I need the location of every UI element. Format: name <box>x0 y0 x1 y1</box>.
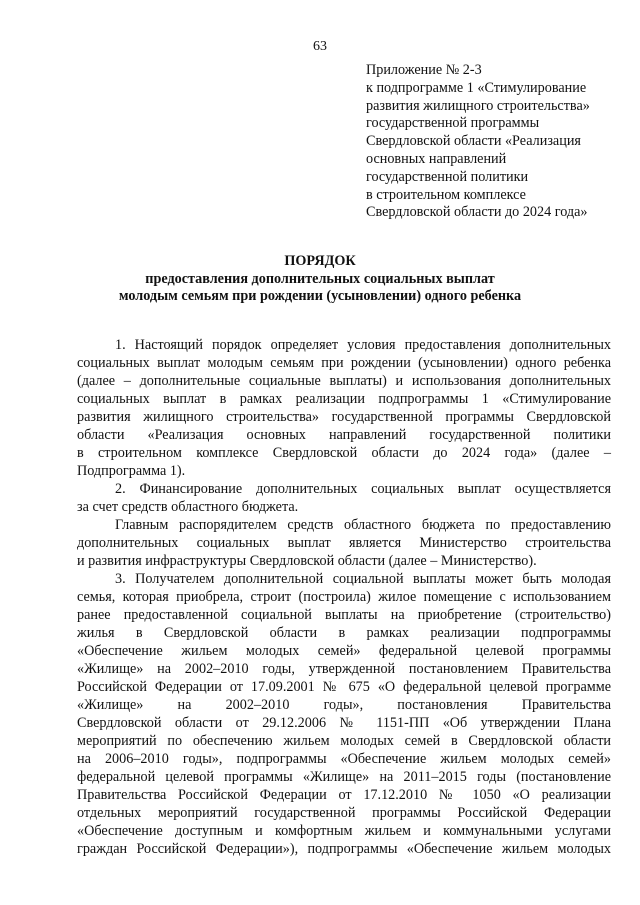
appendix-line: основных направлений <box>366 150 507 167</box>
paragraph-line: граждан Российской Федерации»), подпрограммы «Обеспечение жильем молодых <box>77 841 611 857</box>
document-title <box>60 253 580 306</box>
paragraph-line: 2. Финансирование дополнительных социальных выплат осуществляется <box>115 481 611 497</box>
paragraph-line: Свердловской области от 29.12.2006 № 1151-ПП «Об утверждении Плана <box>77 715 611 731</box>
appendix-line: государственной политики <box>366 168 529 185</box>
appendix-line: в строительном комплексе <box>366 186 526 203</box>
paragraph-line: семья, которая приобрела, строит (построила) жилое помещение с использованием <box>77 589 611 605</box>
paragraph-line: за счет средств областного бюджета. <box>77 499 299 515</box>
paragraph-line: отдельных мероприятий государственной программы Российской Федерации <box>77 805 611 821</box>
paragraph-line: социальных выплат в рамках реализации подпрограммы 1 «Стимулирование <box>77 391 611 407</box>
paragraph-line: жилья в Свердловской области в рамках реализации подпрограммы <box>77 625 611 641</box>
title-subline: молодым семьям при рождении (усыновлении) одного ребенка <box>118 288 522 304</box>
page-number: 63 <box>313 39 327 54</box>
paragraph-line: и развития инфраструктуры Свердловской области (далее – Министерство). <box>77 553 537 569</box>
paragraph-line: мероприятий по обеспечению жильем молодых семей в Свердловской области <box>77 733 611 749</box>
paragraph-line: 3. Получателем дополнительной социальной выплаты может быть молодая <box>115 571 611 587</box>
paragraph-line: развития жилищного строительства» государственной программы Свердловской <box>77 409 611 425</box>
title-heading: ПОРЯДОК <box>284 253 356 269</box>
paragraph-line: в строительном комплексе Свердловской области до 2024 года» (далее – <box>77 445 611 461</box>
appendix-line: Приложение № 2-3 <box>366 62 482 78</box>
paragraph-line: Подпрограмма 1). <box>77 463 186 479</box>
appendix-line: развития жилищного строительства» <box>366 97 590 114</box>
paragraph-line: «Обеспечение жильем молодых семей» федеральной целевой программы <box>77 643 611 659</box>
paragraph-line: Правительства Российской Федерации от 17.12.2010 № 1050 «О реализации <box>77 787 611 803</box>
appendix-line: Свердловской области до 2024 года» <box>366 204 588 221</box>
paragraph-line: ранее предоставленной социальной выплаты на приобретение (строительство) <box>77 607 611 623</box>
paragraph-line: «Обеспечение доступным и комфортным жильем и коммунальными услугами <box>77 823 611 839</box>
paragraph-line: социальных выплат молодым семьям при рождении (усыновлении) одного ребенка <box>77 355 611 371</box>
paragraph-line: «Жилище» на 2002–2010 годы», постановления Правительства <box>77 697 611 713</box>
title-subline: предоставления дополнительных социальных выплат <box>145 270 495 287</box>
appendix-note <box>366 62 626 222</box>
paragraph-line: федеральной целевой программы «Жилище» на 2011–2015 годы (постановление <box>77 769 611 785</box>
paragraph-line: «Жилище» на 2002–2010 годы, утвержденной постановлением Правительства <box>77 661 611 677</box>
paragraph-line: области «Реализация основных направлений государственной политики <box>77 427 611 443</box>
document-body <box>77 336 611 858</box>
paragraph-line: (далее – дополнительные социальные выплаты) и использования дополнительных <box>77 373 611 389</box>
paragraph-line: Главным распорядителем средств областного бюджета по предоставлению <box>115 517 611 533</box>
appendix-line: Свердловской области «Реализация <box>366 133 581 150</box>
paragraph-line: на 2006–2010 годы», подпрограммы «Обеспечение жильем молодых семей» <box>77 751 611 767</box>
appendix-line: государственной программы <box>366 115 540 132</box>
paragraph-line: Российской Федерации от 17.09.2001 № 675 «О федеральной целевой программе <box>77 679 611 695</box>
appendix-line: к подпрограмме 1 «Стимулирование <box>366 79 587 96</box>
paragraph-line: дополнительных социальных выплат является Министерство строительства <box>77 535 611 551</box>
paragraph-line: 1. Настоящий порядок определяет условия предоставления дополнительных <box>115 337 611 353</box>
